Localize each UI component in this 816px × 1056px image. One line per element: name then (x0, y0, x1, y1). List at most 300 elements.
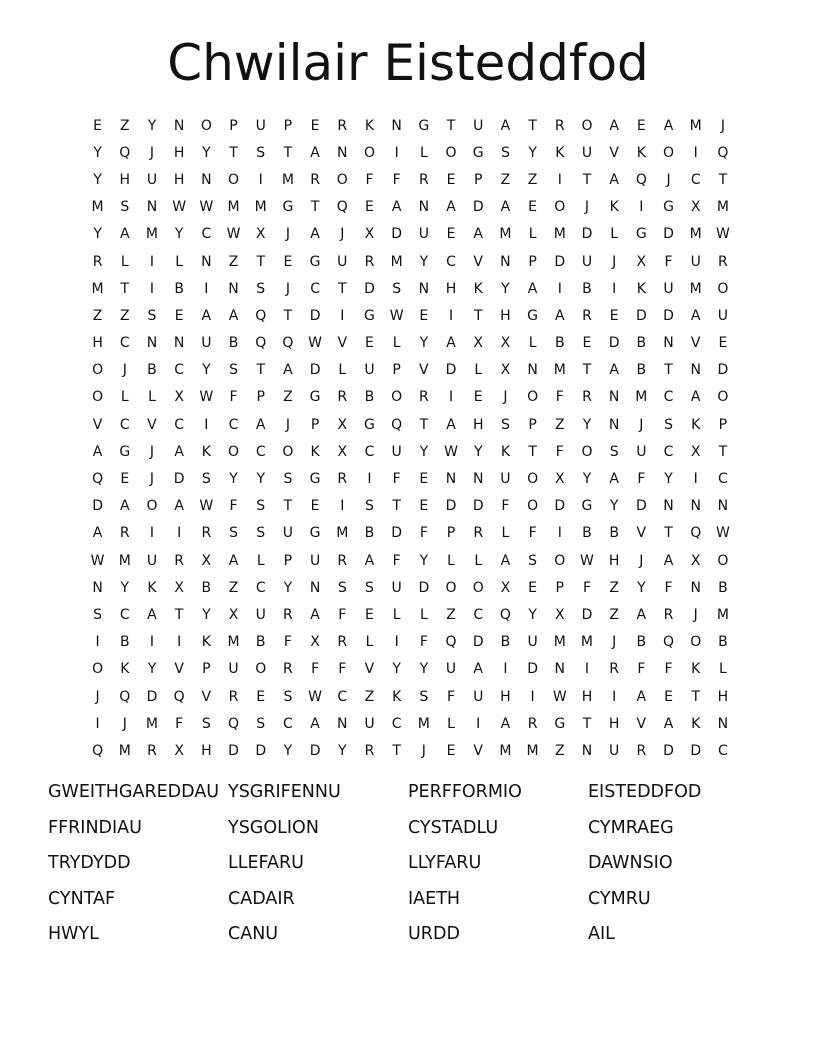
grid-letter[interactable]: S (201, 715, 211, 732)
grid-letter[interactable]: D (391, 226, 403, 243)
grid-letter[interactable]: O (255, 661, 267, 678)
grid-letter[interactable]: C (473, 606, 484, 623)
grid-letter[interactable]: I (177, 525, 182, 542)
grid-letter[interactable]: V (92, 416, 103, 433)
grid-letter[interactable]: Z (119, 307, 130, 324)
grid-letter[interactable]: N (690, 498, 701, 515)
grid-letter[interactable]: C (228, 416, 239, 433)
grid-letter[interactable]: E (609, 307, 619, 324)
grid-letter[interactable]: U (391, 443, 402, 460)
grid-letter[interactable]: A (147, 606, 157, 623)
grid-letter[interactable]: T (718, 443, 728, 460)
grid-letter[interactable]: K (473, 280, 483, 297)
grid-letter[interactable]: O (336, 171, 348, 188)
grid-letter[interactable]: W (90, 552, 105, 569)
grid-letter[interactable]: F (528, 525, 537, 542)
grid-letter[interactable]: M (417, 715, 430, 732)
grid-letter[interactable]: Q (173, 688, 185, 705)
grid-letter[interactable]: D (690, 742, 702, 759)
grid-letter[interactable]: G (364, 416, 375, 433)
grid-letter[interactable]: X (310, 634, 320, 651)
grid-letter[interactable]: Y (256, 471, 265, 488)
grid-letter[interactable]: M (254, 199, 267, 216)
grid-letter[interactable]: M (689, 226, 702, 243)
grid-letter[interactable]: E (419, 307, 429, 324)
grid-letter[interactable]: D (391, 525, 403, 542)
grid-letter[interactable]: B (718, 634, 728, 651)
grid-letter[interactable]: O (363, 144, 375, 161)
grid-letter[interactable]: A (310, 226, 320, 243)
grid-letter[interactable]: S (229, 362, 238, 379)
grid-letter[interactable]: Y (501, 280, 510, 297)
grid-letter[interactable]: N (581, 742, 593, 759)
grid-letter[interactable]: O (200, 117, 212, 134)
grid-letter[interactable]: Z (446, 606, 456, 623)
grid-letter[interactable]: D (309, 742, 321, 759)
grid-letter[interactable]: S (283, 688, 293, 705)
grid-letter[interactable]: P (528, 416, 537, 433)
grid-letter[interactable]: R (337, 389, 348, 406)
grid-letter[interactable]: F (555, 443, 564, 460)
grid-letter[interactable]: U (418, 226, 429, 243)
grid-letter[interactable]: Z (228, 579, 239, 596)
grid-letter[interactable]: W (552, 688, 567, 705)
grid-letter[interactable]: R (636, 742, 647, 759)
grid-letter[interactable]: B (582, 280, 592, 297)
grid-letter[interactable]: O (663, 144, 675, 161)
grid-letter[interactable]: T (528, 443, 537, 460)
grid-letter[interactable]: V (174, 661, 184, 678)
grid-letter[interactable]: M (716, 199, 729, 216)
grid-letter[interactable]: K (691, 715, 701, 732)
grid-letter[interactable]: A (609, 117, 619, 134)
grid-letter[interactable]: M (390, 253, 403, 270)
grid-letter[interactable]: R (283, 606, 293, 623)
grid-letter[interactable]: R (364, 253, 375, 270)
grid-letter[interactable]: K (201, 443, 211, 460)
grid-letter[interactable]: Y (283, 579, 293, 596)
grid-letter[interactable]: L (365, 634, 374, 651)
grid-letter[interactable]: F (283, 634, 292, 651)
grid-letter[interactable]: B (228, 335, 239, 352)
grid-letter[interactable]: F (419, 634, 428, 651)
grid-letter[interactable]: U (663, 280, 674, 297)
grid-letter[interactable]: C (663, 443, 674, 460)
grid-letter[interactable]: S (147, 307, 157, 324)
grid-letter[interactable]: K (609, 199, 619, 216)
grid-letter[interactable]: S (120, 199, 130, 216)
grid-letter[interactable]: E (582, 335, 592, 352)
grid-letter[interactable]: E (473, 389, 483, 406)
grid-letter[interactable]: O (581, 443, 593, 460)
grid-letter[interactable]: F (664, 579, 673, 596)
grid-letter[interactable]: I (177, 634, 182, 651)
grid-letter[interactable]: J (95, 688, 100, 705)
grid-letter[interactable]: T (174, 606, 184, 623)
grid-letter[interactable]: D (635, 498, 647, 515)
grid-letter[interactable]: W (444, 443, 458, 460)
grid-letter[interactable]: J (149, 144, 155, 161)
grid-letter[interactable]: G (309, 525, 321, 542)
grid-letter[interactable]: Y (147, 117, 157, 134)
grid-letter[interactable]: Q (663, 634, 675, 651)
grid-letter[interactable]: S (365, 579, 374, 596)
grid-letter[interactable]: E (446, 742, 456, 759)
grid-letter[interactable]: A (92, 525, 103, 542)
grid-letter[interactable]: T (473, 307, 483, 324)
grid-letter[interactable]: J (340, 226, 345, 243)
grid-letter[interactable]: N (717, 498, 729, 515)
grid-letter[interactable]: B (364, 525, 375, 542)
grid-letter[interactable]: Y (229, 471, 238, 488)
grid-letter[interactable]: S (256, 144, 266, 161)
grid-letter[interactable]: E (310, 498, 320, 515)
grid-letter[interactable]: B (119, 634, 130, 651)
grid-letter[interactable]: E (528, 579, 538, 596)
grid-letter[interactable]: M (499, 226, 512, 243)
grid-letter[interactable]: G (309, 253, 321, 270)
grid-letter[interactable]: D (663, 307, 674, 324)
grid-letter[interactable]: A (500, 552, 511, 569)
grid-letter[interactable]: V (609, 144, 619, 161)
grid-letter[interactable]: E (528, 199, 538, 216)
grid-letter[interactable]: T (120, 280, 130, 297)
grid-letter[interactable]: D (445, 498, 457, 515)
grid-letter[interactable]: D (173, 471, 185, 488)
grid-letter[interactable]: N (445, 471, 457, 488)
grid-letter[interactable]: J (285, 416, 290, 433)
grid-letter[interactable]: R (337, 471, 348, 488)
grid-letter[interactable]: N (663, 335, 674, 352)
grid-letter[interactable]: F (338, 661, 347, 678)
grid-letter[interactable]: Q (255, 335, 267, 352)
grid-letter[interactable]: A (446, 416, 456, 433)
grid-letter[interactable]: C (446, 253, 456, 270)
grid-letter[interactable]: T (392, 742, 401, 759)
grid-letter[interactable]: C (174, 416, 185, 433)
grid-letter[interactable]: A (201, 307, 212, 324)
grid-letter[interactable]: M (227, 199, 240, 216)
grid-letter[interactable]: C (690, 171, 701, 188)
grid-letter[interactable]: N (527, 362, 538, 379)
grid-letter[interactable]: G (635, 226, 647, 243)
grid-letter[interactable]: A (663, 552, 674, 569)
grid-letter[interactable]: V (419, 362, 429, 379)
grid-letter[interactable]: V (473, 253, 483, 270)
grid-letter[interactable]: N (608, 389, 620, 406)
grid-letter[interactable]: S (256, 280, 266, 297)
grid-letter[interactable]: Y (283, 742, 293, 759)
grid-letter[interactable]: Y (582, 416, 592, 433)
grid-letter[interactable]: U (527, 634, 538, 651)
grid-letter[interactable]: T (664, 362, 673, 379)
grid-letter[interactable]: Y (419, 661, 429, 678)
grid-letter[interactable]: R (418, 171, 429, 188)
grid-letter[interactable]: S (256, 525, 266, 542)
grid-letter[interactable]: O (581, 117, 593, 134)
grid-letter[interactable]: N (337, 144, 348, 161)
grid-letter[interactable]: N (173, 117, 185, 134)
grid-letter[interactable]: L (120, 253, 129, 270)
grid-letter[interactable]: A (119, 498, 130, 515)
grid-letter[interactable]: I (149, 525, 155, 542)
grid-letter[interactable]: R (228, 688, 239, 705)
grid-letter[interactable]: O (527, 471, 539, 488)
grid-letter[interactable]: W (199, 498, 214, 515)
grid-letter[interactable]: Y (664, 471, 673, 488)
grid-letter[interactable]: J (720, 117, 725, 134)
grid-letter[interactable]: S (500, 144, 510, 161)
grid-letter[interactable]: U (500, 471, 511, 488)
grid-letter[interactable]: H (717, 688, 729, 705)
grid-letter[interactable]: E (664, 688, 673, 705)
grid-letter[interactable]: I (448, 307, 454, 324)
grid-letter[interactable]: H (608, 552, 620, 569)
grid-letter[interactable]: X (228, 606, 239, 623)
grid-letter[interactable]: G (364, 307, 375, 324)
grid-letter[interactable]: W (226, 226, 241, 243)
grid-letter[interactable]: J (122, 362, 127, 379)
grid-letter[interactable]: U (228, 661, 239, 678)
grid-letter[interactable]: T (582, 715, 592, 732)
grid-letter[interactable]: C (119, 416, 130, 433)
grid-letter[interactable]: K (364, 117, 375, 134)
grid-letter[interactable]: M (336, 525, 349, 542)
grid-letter[interactable]: F (175, 715, 184, 732)
grid-letter[interactable]: I (149, 634, 155, 651)
grid-letter[interactable]: H (581, 688, 593, 705)
grid-letter[interactable]: R (718, 253, 728, 270)
grid-letter[interactable]: X (473, 335, 484, 352)
grid-letter[interactable]: I (367, 471, 372, 488)
grid-letter[interactable]: I (530, 688, 535, 705)
grid-letter[interactable]: X (636, 253, 647, 270)
grid-letter[interactable]: N (690, 362, 701, 379)
grid-letter[interactable]: H (201, 742, 212, 759)
grid-letter[interactable]: W (715, 226, 730, 243)
grid-letter[interactable]: X (500, 335, 511, 352)
grid-letter[interactable]: V (636, 525, 647, 542)
grid-letter[interactable]: H (92, 335, 103, 352)
grid-letter[interactable]: Y (582, 471, 592, 488)
grid-letter[interactable]: C (364, 443, 375, 460)
grid-letter[interactable]: P (555, 579, 564, 596)
grid-letter[interactable]: Z (92, 307, 103, 324)
grid-letter[interactable]: B (718, 579, 728, 596)
grid-letter[interactable]: X (690, 199, 701, 216)
grid-letter[interactable]: A (636, 606, 647, 623)
grid-letter[interactable]: U (146, 171, 158, 188)
grid-letter[interactable]: M (553, 226, 566, 243)
grid-letter[interactable]: W (199, 199, 214, 216)
grid-letter[interactable]: Z (500, 171, 511, 188)
grid-letter[interactable]: A (609, 171, 619, 188)
grid-letter[interactable]: A (663, 117, 674, 134)
grid-letter[interactable]: N (663, 498, 674, 515)
grid-letter[interactable]: F (664, 661, 673, 678)
grid-letter[interactable]: F (582, 579, 591, 596)
grid-letter[interactable]: H (173, 144, 185, 161)
grid-letter[interactable]: D (663, 226, 674, 243)
grid-letter[interactable]: A (500, 715, 511, 732)
grid-letter[interactable]: B (636, 634, 647, 651)
grid-letter[interactable]: Y (147, 661, 157, 678)
grid-letter[interactable]: Q (635, 171, 647, 188)
grid-letter[interactable]: O (92, 661, 104, 678)
grid-letter[interactable]: D (146, 688, 158, 705)
grid-letter[interactable]: M (118, 552, 131, 569)
grid-letter[interactable]: Q (119, 144, 131, 161)
grid-letter[interactable]: C (663, 389, 674, 406)
grid-letter[interactable]: M (553, 634, 566, 651)
grid-letter[interactable]: T (528, 117, 537, 134)
grid-letter[interactable]: F (229, 498, 238, 515)
grid-letter[interactable]: Y (93, 144, 102, 161)
grid-letter[interactable]: B (174, 280, 184, 297)
grid-letter[interactable]: O (527, 498, 539, 515)
grid-letter[interactable]: F (365, 171, 374, 188)
grid-letter[interactable]: L (719, 661, 727, 678)
grid-letter[interactable]: B (364, 389, 375, 406)
grid-letter[interactable]: W (172, 199, 187, 216)
grid-letter[interactable]: Q (391, 416, 403, 433)
grid-letter[interactable]: I (557, 525, 562, 542)
grid-letter[interactable]: I (149, 280, 155, 297)
grid-letter[interactable]: D (554, 498, 566, 515)
grid-letter[interactable]: R (473, 525, 484, 542)
grid-letter[interactable]: I (149, 253, 155, 270)
grid-letter[interactable]: H (500, 307, 511, 324)
grid-letter[interactable]: S (256, 498, 266, 515)
grid-letter[interactable]: K (310, 443, 320, 460)
grid-letter[interactable]: D (228, 742, 239, 759)
grid-letter[interactable]: M (145, 226, 159, 243)
grid-letter[interactable]: E (446, 171, 456, 188)
grid-letter[interactable]: R (147, 742, 157, 759)
grid-letter[interactable]: H (445, 280, 457, 297)
grid-letter[interactable]: C (718, 471, 728, 488)
grid-letter[interactable]: A (92, 443, 103, 460)
grid-letter[interactable]: P (528, 253, 537, 270)
grid-letter[interactable]: S (229, 525, 238, 542)
grid-letter[interactable]: I (476, 715, 481, 732)
grid-letter[interactable]: N (717, 715, 729, 732)
grid-letter[interactable]: U (717, 307, 729, 324)
grid-letter[interactable]: D (92, 498, 103, 515)
grid-letter[interactable]: Y (202, 144, 211, 161)
grid-letter[interactable]: D (472, 634, 484, 651)
grid-letter[interactable]: K (392, 688, 402, 705)
grid-letter[interactable]: A (119, 226, 130, 243)
grid-letter[interactable]: T (283, 498, 293, 515)
grid-letter[interactable]: U (609, 742, 620, 759)
grid-letter[interactable]: R (554, 117, 565, 134)
grid-letter[interactable]: W (308, 335, 323, 352)
grid-letter[interactable]: Z (527, 171, 538, 188)
grid-letter[interactable]: D (527, 661, 538, 678)
grid-letter[interactable]: N (418, 199, 430, 216)
grid-letter[interactable]: S (337, 579, 347, 596)
grid-letter[interactable]: B (636, 362, 647, 379)
grid-letter[interactable]: A (446, 199, 456, 216)
grid-letter[interactable]: F (447, 688, 456, 705)
grid-letter[interactable]: P (256, 389, 265, 406)
grid-letter[interactable]: M (91, 199, 104, 216)
grid-letter[interactable]: W (199, 389, 214, 406)
grid-letter[interactable]: X (174, 742, 184, 759)
grid-letter[interactable]: I (448, 389, 454, 406)
grid-letter[interactable]: X (500, 362, 511, 379)
grid-letter[interactable]: G (418, 117, 430, 134)
grid-letter[interactable]: O (445, 579, 457, 596)
grid-letter[interactable]: O (92, 389, 104, 406)
grid-letter[interactable]: I (258, 171, 263, 188)
grid-letter[interactable]: A (500, 117, 511, 134)
grid-letter[interactable]: E (419, 471, 429, 488)
grid-letter[interactable]: K (691, 416, 701, 433)
grid-letter[interactable]: Z (119, 117, 130, 134)
grid-letter[interactable]: N (228, 280, 239, 297)
grid-letter[interactable]: R (418, 389, 429, 406)
grid-letter[interactable]: T (664, 525, 673, 542)
grid-letter[interactable]: Q (499, 606, 511, 623)
grid-letter[interactable]: E (93, 117, 103, 134)
grid-letter[interactable]: G (309, 389, 321, 406)
grid-letter[interactable]: D (418, 579, 430, 596)
grid-letter[interactable]: T (582, 171, 592, 188)
grid-letter[interactable]: A (473, 661, 483, 678)
grid-letter[interactable]: I (693, 471, 698, 488)
grid-letter[interactable]: U (201, 335, 212, 352)
grid-letter[interactable]: D (472, 498, 484, 515)
grid-letter[interactable]: Y (93, 171, 102, 188)
grid-letter[interactable]: G (282, 199, 294, 216)
grid-letter[interactable]: G (119, 443, 131, 460)
grid-letter[interactable]: U (690, 253, 701, 270)
grid-letter[interactable]: I (204, 416, 209, 433)
grid-letter[interactable]: G (581, 498, 593, 515)
grid-letter[interactable]: N (92, 579, 103, 596)
grid-letter[interactable]: C (283, 715, 293, 732)
grid-letter[interactable]: I (557, 280, 562, 297)
grid-letter[interactable]: F (392, 471, 401, 488)
grid-letter[interactable]: A (663, 715, 674, 732)
grid-letter[interactable]: I (95, 715, 100, 732)
grid-letter[interactable]: C (119, 606, 130, 623)
grid-letter[interactable]: M (689, 117, 702, 134)
grid-letter[interactable]: T (419, 416, 429, 433)
grid-letter[interactable]: U (146, 552, 158, 569)
grid-letter[interactable]: R (119, 525, 130, 542)
grid-letter[interactable]: R (92, 253, 103, 270)
grid-letter[interactable]: R (609, 661, 620, 678)
grid-letter[interactable]: Z (228, 253, 239, 270)
grid-letter[interactable]: X (554, 606, 565, 623)
grid-letter[interactable]: N (146, 335, 158, 352)
grid-letter[interactable]: Q (690, 525, 702, 542)
grid-letter[interactable]: F (637, 471, 646, 488)
grid-letter[interactable]: I (95, 634, 100, 651)
grid-letter[interactable]: S (201, 471, 211, 488)
grid-letter[interactable]: K (555, 144, 565, 161)
grid-letter[interactable]: U (337, 253, 348, 270)
grid-letter[interactable]: N (608, 416, 620, 433)
grid-letter[interactable]: I (584, 661, 590, 678)
grid-letter[interactable]: G (472, 144, 484, 161)
grid-letter[interactable]: F (392, 171, 401, 188)
grid-letter[interactable]: O (690, 634, 702, 651)
grid-letter[interactable]: F (555, 389, 564, 406)
